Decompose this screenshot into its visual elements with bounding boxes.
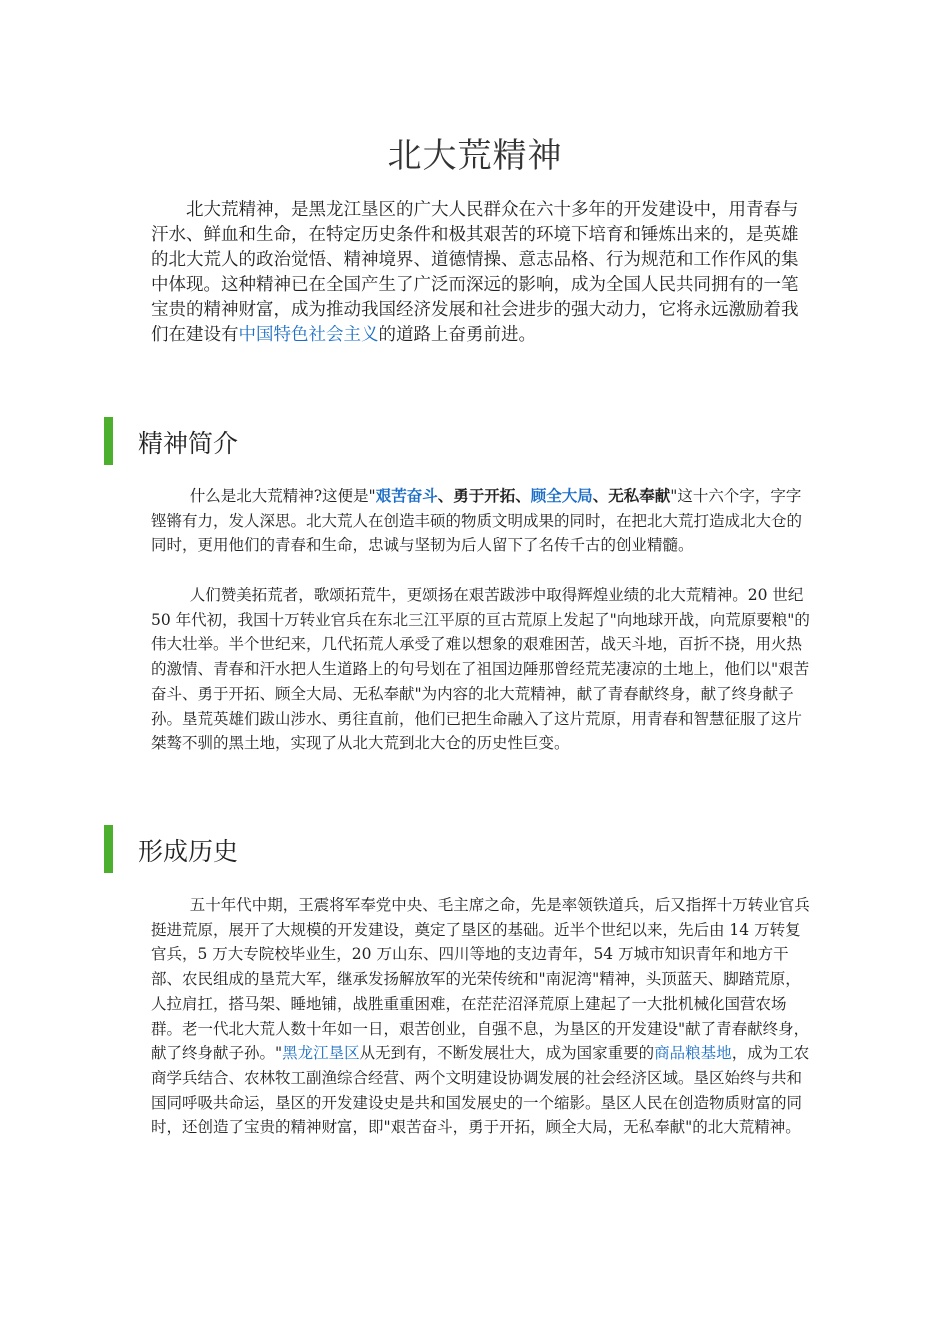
paragraph-text: 从无到有，不断发展壮大，成为国家重要的 (359, 1044, 655, 1063)
section-accent-bar (104, 825, 113, 873)
section-title: 形成历史 (138, 837, 239, 866)
section-title: 精神简介 (138, 429, 239, 458)
keyword-text: 、无私奉献 (592, 486, 671, 505)
keyword-text: 、勇于开拓、 (437, 486, 531, 505)
keyword-link[interactable]: 顾全大局 (530, 486, 593, 505)
paragraph-text: 五十年代中期，王震将军奉党中央、毛主席之命，先是率领铁道兵，后又指挥十万转业官兵挺进荒原，展开了大规模的开发建设，奠定了垦区的基础。近半个世纪以来，先后由 14 万转复官兵，5 万大专院校毕业生，20 万山东、四川等地的支边青年，54 万城市知识青年和地方干部、农民组成的垦荒大军，继承发扬解放军的光荣传统和"南泥湾"精神，头顶蓝天、脚踏荒原，人拉肩扛，搭马架、睡地铺，战胜重重困难，在茫茫沼泽荒原上建起了一大批机械化国营农场群。老一代北大荒人数十年如一日，艰苦创业，自强不息，为垦区的开发建设"献了青春献终身，献了终身献子孙。" (151, 896, 810, 1063)
section2-paragraph-1 (151, 893, 811, 1140)
keyword-link[interactable]: 艰苦奋斗 (375, 486, 438, 505)
intro-text: 北大荒精神，是黑龙江垦区的广大人民群众在六十多年的开发建设中，用青春与汗水、鲜血和生命，在特定历史条件和极其艰苦的环境下培育和锤炼出来的，是英雄的北大荒人的政治觉悟、精神境界、道德情操、意志品格、行为规范和工作作风的集中体现。这种精神已在全国产生了广泛而深远的影响，成为全国人民共同拥有的一笔宝贵的精神财富，成为推动我国经济发展和社会进步的强大动力，它将永远激励着我们在建设有 (151, 200, 799, 345)
section1-paragraph-1 (151, 484, 811, 558)
intro-text-end: 的道路上奋勇前进。 (378, 325, 536, 345)
intro-paragraph (151, 198, 801, 348)
page-title: 北大荒精神 (387, 136, 563, 176)
paragraph-text: ，成为工农商学兵结合、农林牧工副渔综合经营、两个文明建设协调发展的社会经济区域。垦区始终与共和国同呼吸共命运，垦区的开发建设史是共和国发展史的一个缩影。垦区人民在创造物质财富的同时，还创造了宝贵的精神财富，即"艰苦奋斗，勇于开拓，顾全大局，无私奉献"的北大荒精神。 (151, 1044, 810, 1137)
heilongjiang-reclamation-link[interactable]: 黑龙江垦区 (282, 1044, 360, 1063)
socialism-link[interactable]: 中国特色社会主义 (238, 325, 379, 345)
paragraph-text: 什么是北大荒精神?这便是" (189, 487, 376, 505)
grain-base-link[interactable]: 商品粮基地 (654, 1044, 732, 1063)
section-accent-bar (104, 417, 113, 465)
paragraph-text: "这十六个字，字字铿锵有力，发人深思。北大荒人在创造丰硕的物质文明成果的同时，在把北大荒打造成北大仓的同时，更用他们的青春和生命，忠诚与坚韧为后人留下了名传千古的创业精髓。 (151, 487, 803, 555)
section1-paragraph-2: 人们赞美拓荒者，歌颂拓荒牛，更颂扬在艰苦跋涉中取得辉煌业绩的北大荒精神。20 世纪 50 年代初，我国十万转业官兵在东北三江平原的亘古荒原上发起了"向地球开战，向荒原要粮"的伟大壮举。半个世纪来，几代拓荒人承受了难以想象的艰难困苦，战天斗地，百折不挠，用火热的激情、青春和汗水把人生道路上的句号划在了祖国边陲那曾经荒芜凄凉的土地上，他们以"艰苦奋斗、勇于开拓、顾全大局、无私奉献"为内容的北大荒精神，献了青春献终身，献了终身献子孙。垦荒英雄们跋山涉水、勇往直前，他们已把生命融入了这片荒原，用青春和智慧征服了这片桀骜不驯的黑土地，实现了从北大荒到北大仓的历史性巨变。 (151, 586, 810, 753)
